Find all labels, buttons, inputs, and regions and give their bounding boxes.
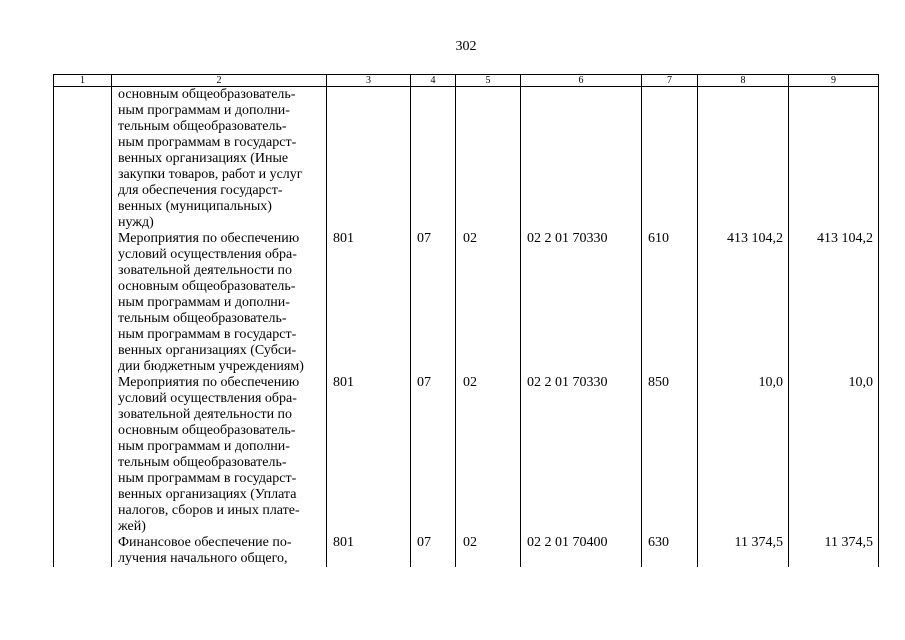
section-code-cell (411, 87, 456, 232)
table-row (54, 535, 879, 567)
item-name-line: тельным общеобразователь- (118, 311, 287, 326)
column-header: 1 (54, 75, 112, 87)
row-index-cell (54, 535, 112, 567)
amount-cell: 413 104,2 (789, 231, 879, 375)
item-name-line: условий осуществления обра- (118, 247, 297, 262)
grbs-code-cell: 801 (327, 375, 411, 535)
table-row (54, 375, 879, 535)
target-article-cell: 02 2 01 70400 (521, 535, 642, 567)
item-name-line: условий осуществления обра- (118, 391, 297, 406)
amount-cell: 10,0 (789, 375, 879, 535)
column-header: 6 (521, 75, 642, 87)
column-header: 7 (642, 75, 698, 87)
row-index-cell (54, 87, 112, 232)
subsection-code-cell: 02 (456, 231, 521, 375)
item-name-line: венных (муниципальных) (118, 199, 272, 214)
row-index-cell (54, 231, 112, 375)
item-name-line: венных организациях (Уплата (118, 487, 297, 502)
item-name-line: венных организациях (Субси- (118, 343, 297, 358)
subsection-code-cell: 02 (456, 375, 521, 535)
section-code-cell: 07 (411, 535, 456, 567)
item-name-line: ным программам и дополни- (118, 439, 290, 454)
page-number: 302 (455, 39, 477, 54)
amount-cell: 11 374,5 (698, 535, 789, 567)
section-code-cell: 07 (411, 231, 456, 375)
item-name-line: основным общеобразователь- (118, 423, 296, 438)
item-name-line: закупки товаров, работ и услуг (118, 167, 303, 182)
amount-cell: 413 104,2 (698, 231, 789, 375)
column-header: 5 (456, 75, 521, 87)
item-name-line: Финансовое обеспечение по- (118, 535, 292, 550)
item-name-line: ным программам и дополни- (118, 103, 290, 118)
item-name-line: венных организациях (Иные (118, 151, 289, 166)
target-article-cell: 02 2 01 70330 (521, 375, 642, 535)
grbs-code-cell (327, 87, 411, 232)
item-name-line: тельным общеобразователь- (118, 455, 287, 470)
amount-cell (698, 87, 789, 232)
column-header: 8 (698, 75, 789, 87)
expense-type-cell (642, 87, 698, 232)
item-name-cell (112, 375, 327, 535)
item-name-cell (112, 231, 327, 375)
column-number-row (54, 75, 879, 87)
row-index-cell (54, 375, 112, 535)
amount-cell: 10,0 (698, 375, 789, 535)
item-name-line: тельным общеобразователь- (118, 119, 287, 134)
item-name-line: налогов, сборов и иных плате- (118, 503, 300, 518)
item-name-line: лучения начального общего, (118, 551, 288, 566)
grbs-code-cell: 801 (327, 231, 411, 375)
item-name-line: основным общеобразователь- (118, 279, 296, 294)
column-header: 9 (789, 75, 879, 87)
expense-type-cell: 610 (642, 231, 698, 375)
item-name-line: ным программам в государст- (118, 471, 297, 486)
item-name-line: Мероприятия по обеспечению (118, 231, 300, 246)
table-row (54, 231, 879, 375)
item-name-line: зовательной деятельности по (118, 407, 293, 422)
grbs-code-cell: 801 (327, 535, 411, 567)
subsection-code-cell (456, 87, 521, 232)
table-row (54, 87, 879, 232)
amount-cell (789, 87, 879, 232)
item-name-line: дии бюджетным учреждениям) (118, 359, 304, 374)
target-article-cell: 02 2 01 70330 (521, 231, 642, 375)
target-article-cell (521, 87, 642, 232)
column-header: 3 (327, 75, 411, 87)
item-name-line: ным программам и дополни- (118, 295, 290, 310)
item-name-line: основным общеобразователь- (118, 87, 296, 102)
item-name-line: для обеспечения государст- (118, 183, 283, 198)
column-header: 4 (411, 75, 456, 87)
item-name-line: зовательной деятельности по (118, 263, 293, 278)
item-name-line: ным программам в государст- (118, 135, 297, 150)
item-name-cell (112, 535, 327, 567)
expense-type-cell: 630 (642, 535, 698, 567)
item-name-line: ным программам в государст- (118, 327, 297, 342)
subsection-code-cell: 02 (456, 535, 521, 567)
item-name-line: Мероприятия по обеспечению (118, 375, 300, 390)
item-name-cell (112, 87, 327, 232)
amount-cell: 11 374,5 (789, 535, 879, 567)
item-name-line: нужд) (118, 215, 154, 230)
expense-type-cell: 850 (642, 375, 698, 535)
item-name-line: жей) (118, 519, 146, 534)
budget-table (53, 74, 879, 567)
section-code-cell: 07 (411, 375, 456, 535)
column-header: 2 (112, 75, 327, 87)
